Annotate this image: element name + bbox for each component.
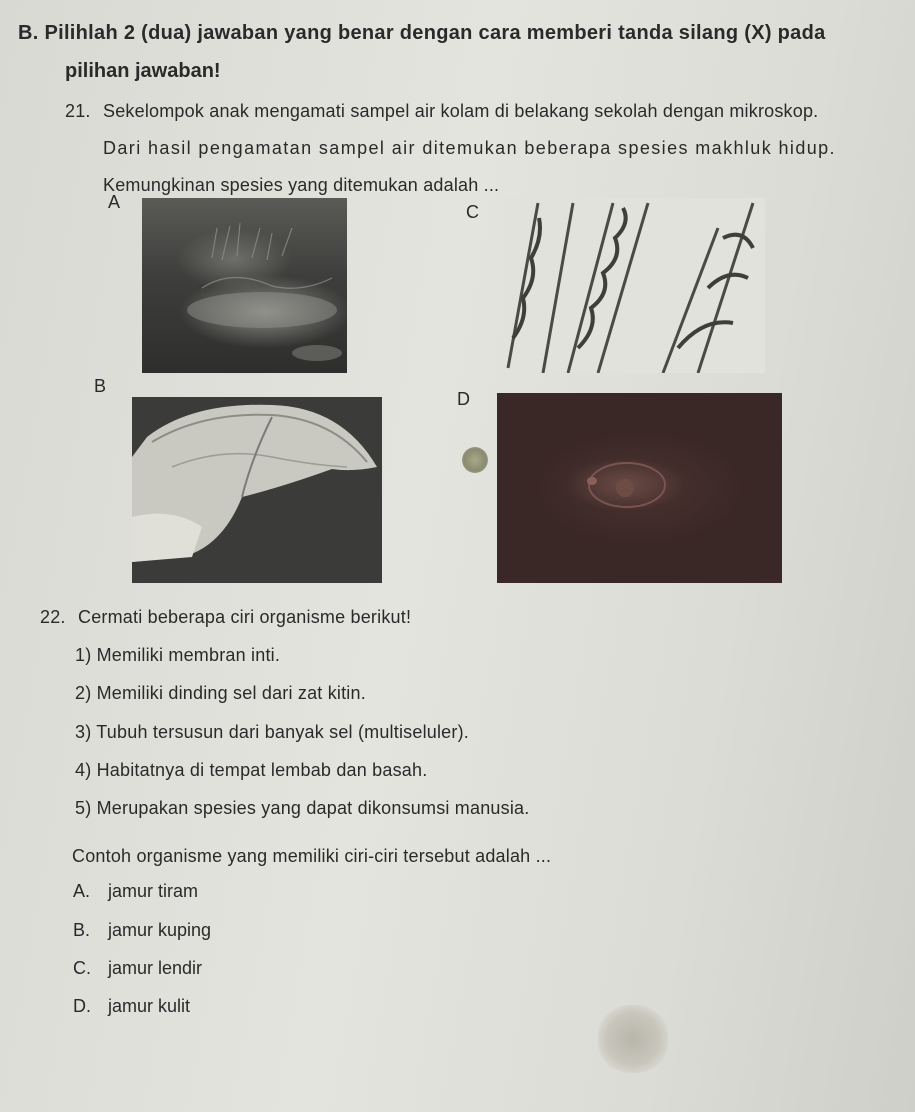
image-d-microorganism xyxy=(497,393,782,583)
q21-label-d[interactable]: D xyxy=(457,389,470,409)
q21-number: 21. xyxy=(65,101,91,121)
section-instruction: B. Pilihlah 2 (dua) jawaban yang benar dengan cara memberi tanda silang (X) pada xyxy=(18,22,826,44)
q22-trait-1: 1) Memiliki membran inti. xyxy=(75,645,281,665)
image-c-algae-filaments xyxy=(503,198,765,373)
q22-trait-2: 2) Memiliki dinding sel dari zat kitin. xyxy=(75,683,366,703)
image-b-oyster-mushroom xyxy=(132,397,382,583)
decorative-dot xyxy=(462,447,488,473)
q21-label-a[interactable]: A xyxy=(108,192,121,212)
q21-text-line3: Kemungkinan spesies yang ditemukan adalah ... xyxy=(103,175,500,195)
q21-text-line2: Dari hasil pengamatan sampel air ditemukan beberapa spesies makhluk hidup. xyxy=(103,138,836,158)
q22-option-b-letter[interactable]: B. xyxy=(73,920,91,940)
q22-option-d-text[interactable]: jamur kulit xyxy=(108,996,191,1016)
section-instruction-cont: pilihan jawaban! xyxy=(65,60,221,82)
q22-option-c-text[interactable]: jamur lendir xyxy=(108,958,203,978)
q22-trait-5: 5) Merupakan spesies yang dapat dikonsumsi manusia. xyxy=(75,798,530,818)
q21-label-b[interactable]: B xyxy=(94,376,107,396)
q22-trait-4: 4) Habitatnya di tempat lembab dan basah. xyxy=(75,760,428,780)
q22-option-a-letter[interactable]: A. xyxy=(73,881,91,901)
q22-prompt: Contoh organisme yang memiliki ciri-ciri tersebut adalah ... xyxy=(72,846,552,866)
q22-number: 22. xyxy=(40,607,66,627)
paper-smudge xyxy=(598,1005,668,1073)
q22-option-b-text[interactable]: jamur kuping xyxy=(108,920,212,940)
q21-label-c[interactable]: C xyxy=(466,202,479,222)
q22-option-d-letter[interactable]: D. xyxy=(73,996,91,1016)
image-a-moss xyxy=(142,198,347,373)
q22-trait-3: 3) Tubuh tersusun dari banyak sel (multiseluler). xyxy=(75,722,469,742)
q22-option-a-text[interactable]: jamur tiram xyxy=(108,881,199,901)
q22-option-c-letter[interactable]: C. xyxy=(73,958,91,978)
q21-text-line1: Sekelompok anak mengamati sampel air kolam di belakang sekolah dengan mikroskop. xyxy=(103,101,819,121)
q22-question: Cermati beberapa ciri organisme berikut! xyxy=(78,607,412,627)
